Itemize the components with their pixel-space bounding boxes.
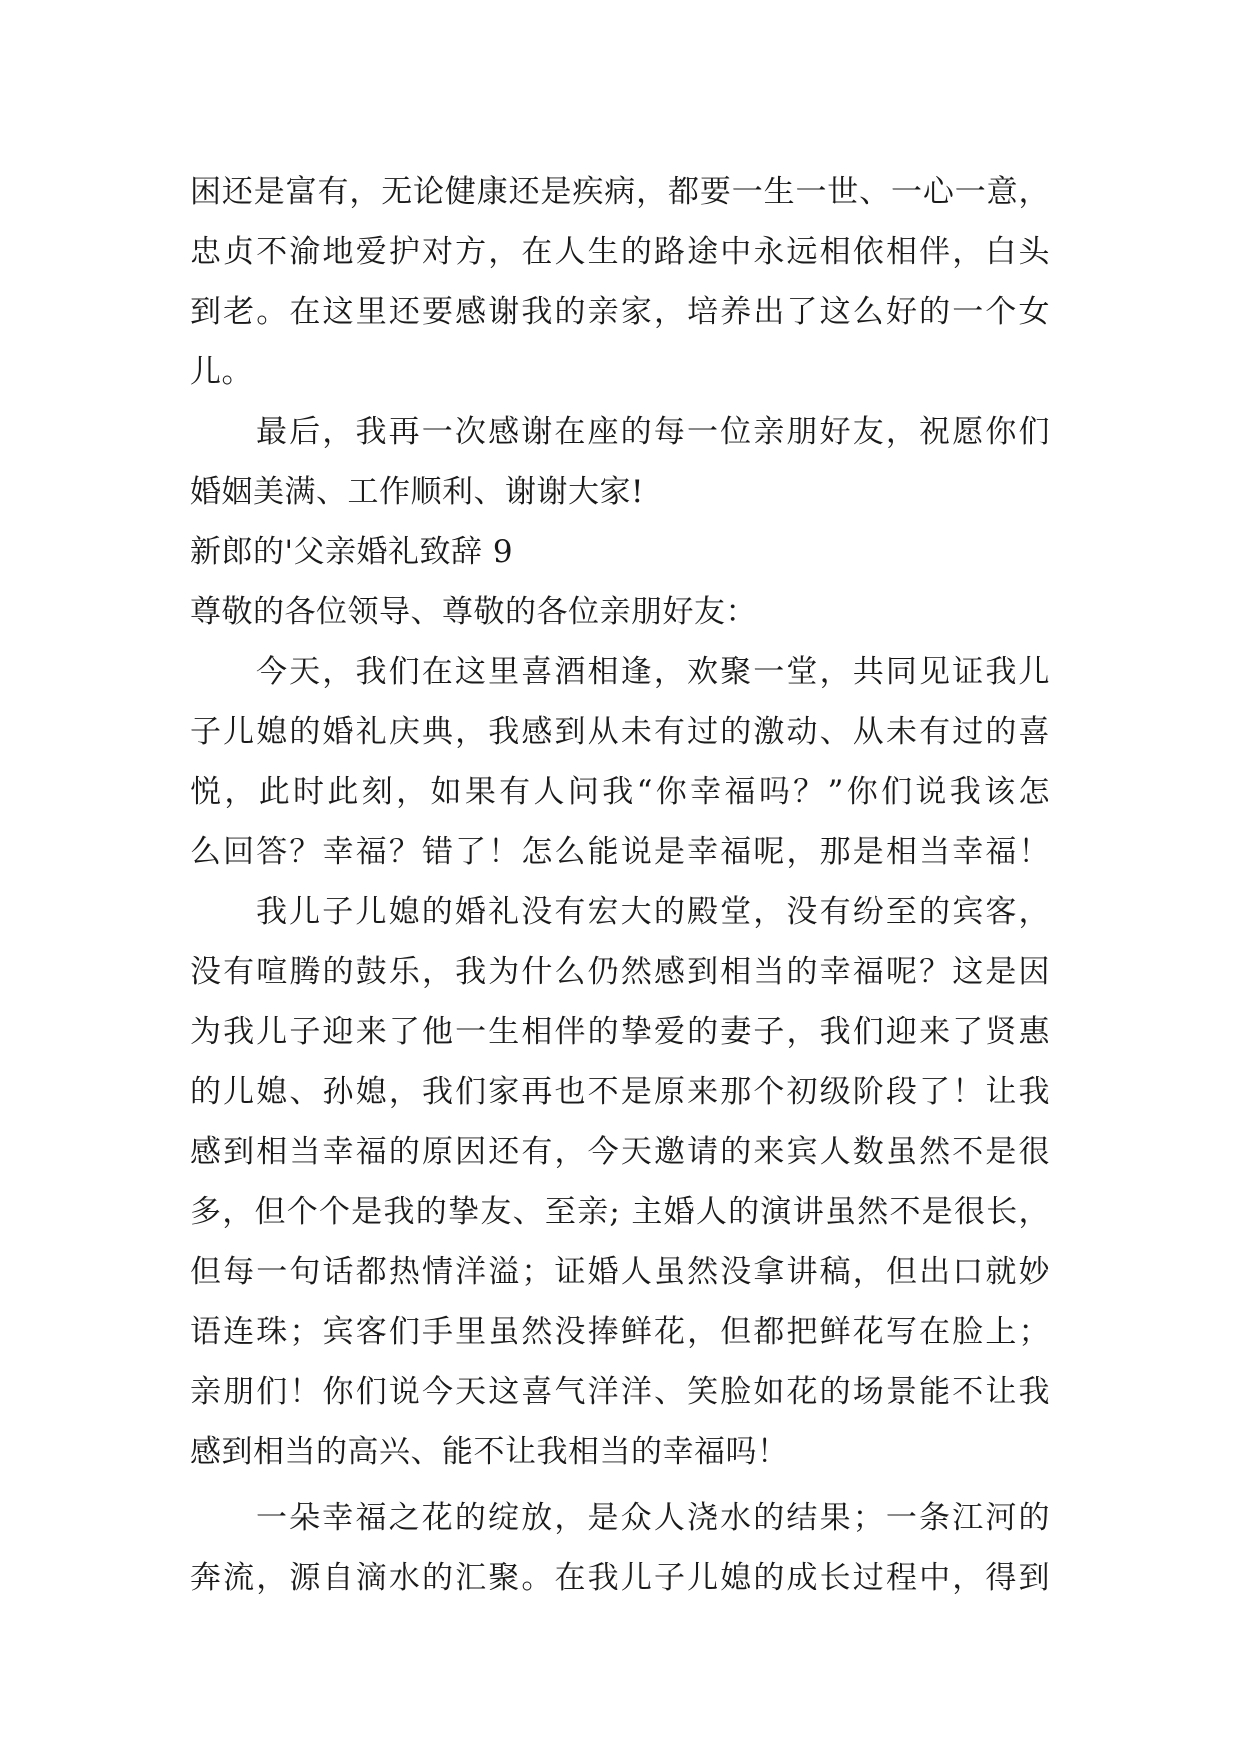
text-line: 到老。在这里还要感谢我的亲家，培养出了这么好的一个女 — [190, 294, 1050, 330]
text-line: 么回答？幸福？错了！怎么能说是幸福呢，那是相当幸福！ — [190, 834, 1050, 870]
text-line: 儿。 — [190, 354, 253, 390]
text-line: 语连珠；宾客们手里虽然没捧鲜花，但都把鲜花写在脸上； — [190, 1314, 1050, 1350]
text-line: 今天，我们在这里喜酒相逢，欢聚一堂，共同见证我儿 — [256, 654, 1050, 690]
text-line: 奔流，源自滴水的汇聚。在我儿子儿媳的成长过程中，得到 — [190, 1560, 1050, 1596]
text-line: 没有喧腾的鼓乐，我为什么仍然感到相当的幸福呢？这是因 — [190, 954, 1050, 990]
text-line: 但每一句话都热情洋溢；证婚人虽然没拿讲稿，但出口就妙 — [190, 1254, 1050, 1290]
text-line: 多，但个个是我的挚友、至亲; 主婚人的演讲虽然不是很长， — [190, 1194, 1050, 1230]
text-line: 悦，此时此刻，如果有人问我“你幸福吗？”你们说我该怎 — [190, 774, 1050, 810]
text-line: 最后，我再一次感谢在座的每一位亲朋好友，祝愿你们 — [256, 414, 1050, 450]
text-line: 我儿子儿媳的婚礼没有宏大的殿堂，没有纷至的宾客， — [256, 894, 1050, 930]
text-line: 亲朋们！你们说今天这喜气洋洋、笑脸如花的场景能不让我 — [190, 1374, 1050, 1410]
text-line: 一朵幸福之花的绽放，是众人浇水的结果；一条江河的 — [256, 1500, 1050, 1536]
text-line: 感到相当的高兴、能不让我相当的幸福吗！ — [190, 1434, 789, 1470]
section-heading: 新郎的'父亲婚礼致辞 9 — [190, 534, 514, 570]
salutation: 尊敬的各位领导、尊敬的各位亲朋好友： — [190, 594, 757, 630]
text-line: 子儿媳的婚礼庆典，我感到从未有过的激动、从未有过的喜 — [190, 714, 1050, 750]
text-line: 困还是富有，无论健康还是疾病，都要一生一世、一心一意， — [190, 174, 1050, 210]
text-line: 的儿媳、孙媳，我们家再也不是原来那个初级阶段了！让我 — [190, 1074, 1050, 1110]
text-line: 为我儿子迎来了他一生相伴的挚爱的妻子，我们迎来了贤惠 — [190, 1014, 1050, 1050]
document-body — [190, 162, 1050, 1608]
text-line: 婚姻美满、工作顺利、谢谢大家! — [190, 474, 644, 510]
text-line: 感到相当幸福的原因还有，今天邀请的来宾人数虽然不是很 — [190, 1134, 1050, 1170]
text-line: 忠贞不渝地爱护对方，在人生的路途中永远相依相伴，白头 — [190, 234, 1050, 270]
